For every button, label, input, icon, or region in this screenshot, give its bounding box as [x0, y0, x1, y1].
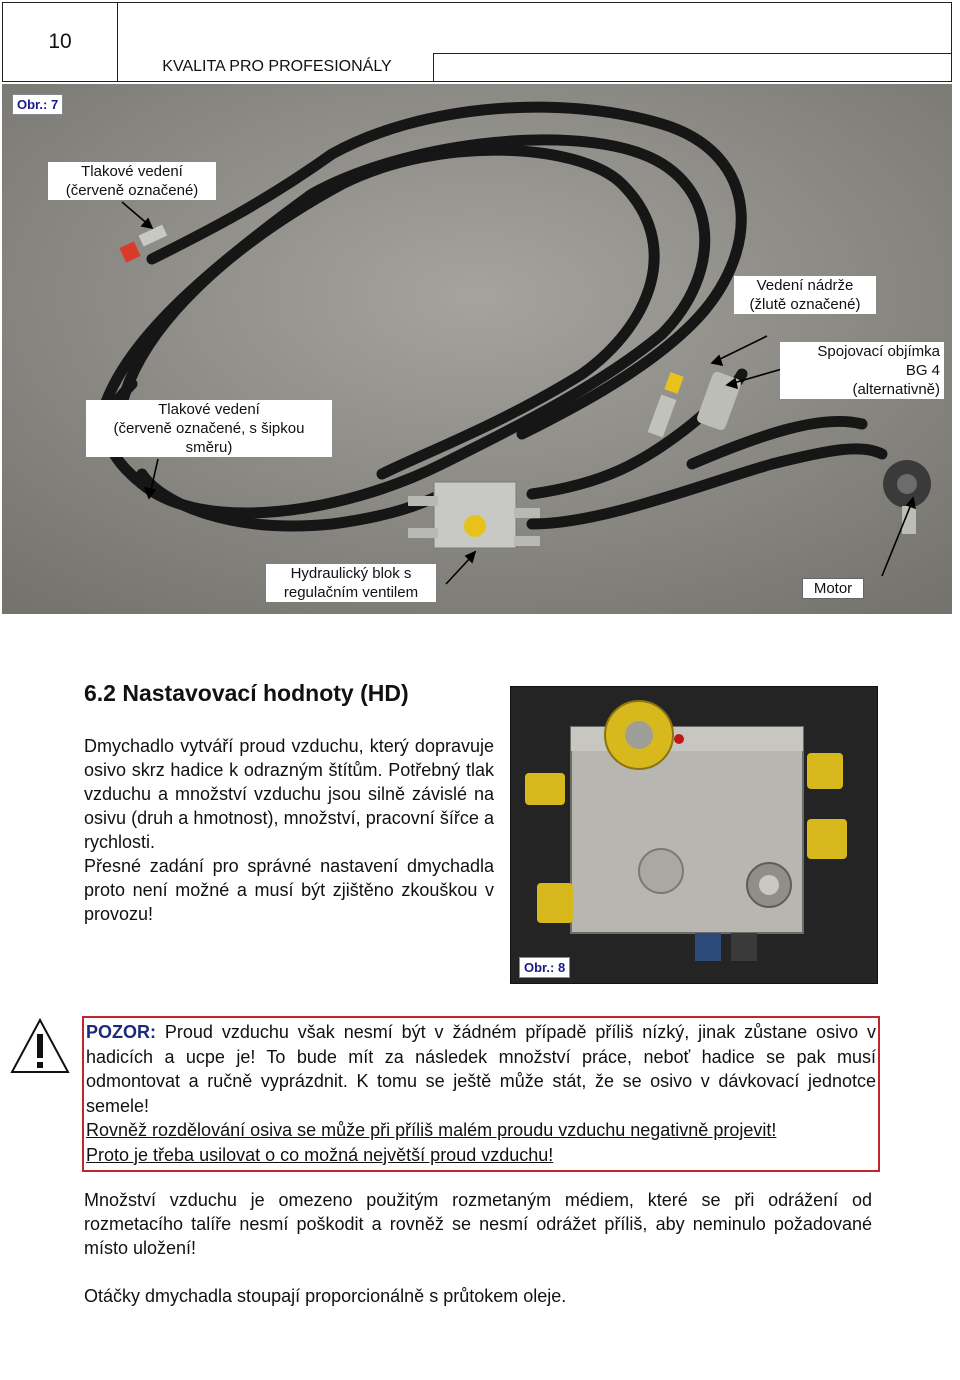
callout-pressure-line-red: Tlakové vedení (červeně označené) — [48, 162, 216, 200]
warning-box — [82, 1016, 880, 1172]
warning-exclamation-icon — [8, 1014, 72, 1078]
section-paragraph-2: Přesné zadání pro správné nastavení dmychadla proto není možné a musí být zjištěno zkouškou v provozu! — [84, 856, 494, 924]
page-header — [2, 2, 952, 82]
figure-7-label: Obr.: 7 — [12, 94, 63, 115]
callout-pressure-line-arrow: Tlakové vedení (červeně označené, s šipkou směru) — [86, 400, 332, 457]
warning-main-text: POZOR: Proud vzduchu však nesmí být v žádném případě příliš nízký, jinak zůstane osivo v hadicích a ucpe je! To bude mít za následek množství práce, neboť hadice se pak musí odmontovat a ručně vyprázdnit. K tomu se ještě může stát, že se osivo v dávkovací jednotce semele! — [86, 1022, 876, 1116]
figure-8-photo — [510, 686, 878, 984]
paragraph-blower-speed: Otáčky dmychadla stoupají proporcionálně s průtokem oleje. — [84, 1286, 567, 1306]
callout-coupling-bg4: Spojovací objímka BG 4 (alternativně) — [780, 342, 944, 399]
figure-8-label: Obr.: 8 — [519, 957, 570, 978]
section-paragraph-1: Dmychadlo vytváří proud vzduchu, který dopravuje osivo skrz hadice k odrazným štítům. Potřebný tlak vzduchu a množství vzduchu jsou silně závislé na osivu (druh a hmotnost), množství, pracovní šířce a rychlosti. — [84, 736, 494, 852]
warning-title: POZOR: — [86, 1022, 156, 1042]
warning-text-airflow: Proto je třeba usilovat o co možná největší proud vzduchu! — [86, 1144, 554, 1165]
page-number: 10 — [3, 3, 118, 81]
hydraulic-block-illustration — [511, 687, 877, 983]
paragraph-air-quantity: Množství vzduchu je omezeno použitým rozmetaným médiem, které se při odrážení od rozmetacího talíře nesmí poškodit a rovněž se nesmí odrážet příliš, aby neminulo požadované místo uložení! — [84, 1190, 872, 1258]
figure-7-photo — [2, 84, 952, 614]
header-divider — [433, 53, 951, 54]
header-title: KVALITA PRO PROFESIONÁLY — [121, 53, 434, 81]
callout-motor: Motor — [802, 578, 864, 599]
callout-tank-line-yellow: Vedení nádrže (žlutě označené) — [734, 276, 876, 314]
section-body — [84, 734, 494, 926]
section-title: 6.2 Nastavovací hodnoty (HD) — [84, 680, 409, 706]
warning-text-distribution: Rovněž rozdělování osiva se může při příliš malém proudu vzduchu negativně projevit! — [86, 1120, 777, 1140]
callout-hydraulic-block: Hydraulický blok s regulačním ventilem — [266, 564, 436, 602]
